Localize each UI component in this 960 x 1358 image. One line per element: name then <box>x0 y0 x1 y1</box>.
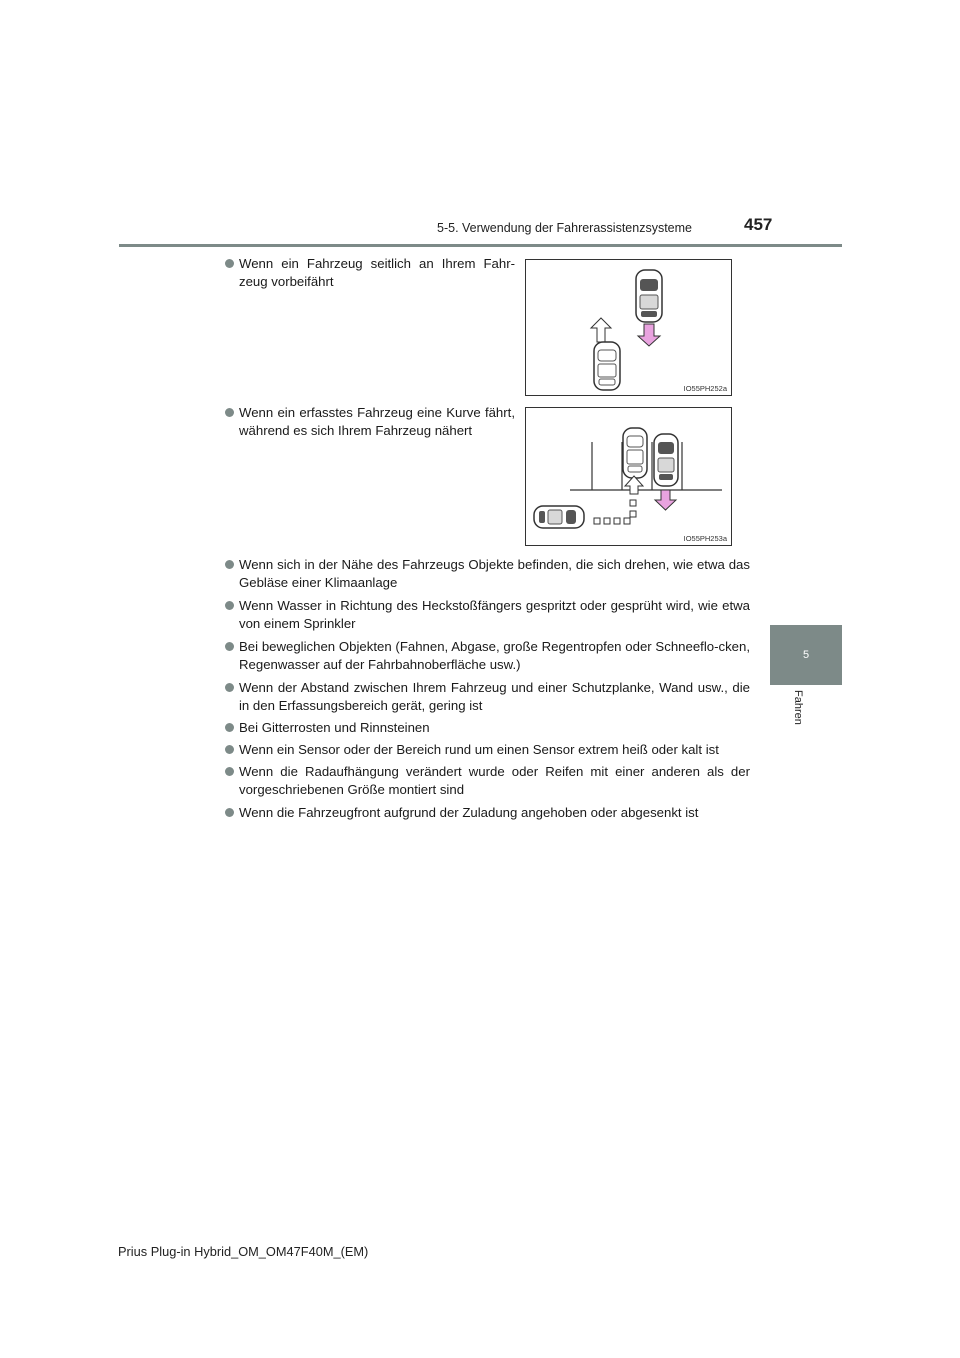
document-footer: Prius Plug-in Hybrid_OM_OM47F40M_(EM) <box>118 1244 369 1259</box>
turning-vehicle-illustration <box>526 408 731 545</box>
figure-code: IO55PH253a <box>683 534 727 543</box>
list-item-text: Bei Gitterrosten und Rinnsteinen <box>239 720 430 735</box>
bullet-dot-icon <box>225 408 234 417</box>
bullet-dot-icon <box>225 642 234 651</box>
bullet-dot-icon <box>225 601 234 610</box>
car-icon <box>594 342 620 390</box>
bullet-dot-icon <box>225 808 234 817</box>
header-section-title: 5-5. Verwendung der Fahrerassistenzsysteme <box>437 221 692 235</box>
bullet-dot-icon <box>225 259 234 268</box>
bullet-dot-icon <box>225 683 234 692</box>
list-item <box>225 556 750 592</box>
arrow-up-icon <box>591 318 611 342</box>
chapter-tab <box>770 625 842 685</box>
list-item <box>225 597 750 633</box>
list-item-text: Wenn sich in der Nähe des Fahrzeugs Objekte befinden, die sich drehen, wie etwa das Gebläse einer Klimaanlage <box>239 557 750 590</box>
chapter-label: Fahren <box>792 690 804 725</box>
list-item <box>225 638 750 674</box>
chapter-number: 5 <box>802 649 810 661</box>
car-icon <box>654 434 678 486</box>
list-item <box>225 741 750 759</box>
list-item-text: Wenn Wasser in Richtung des Heckstoßfängers gespritzt oder gesprüht wird, wie etwa von einem Sprinkler <box>239 598 750 631</box>
car-icon <box>623 428 647 478</box>
list-item-text: Wenn ein Sensor oder der Bereich rund um einen Sensor extrem heiß oder kalt ist <box>239 742 719 757</box>
list-item-text: Wenn ein erfasstes Fahrzeug eine Kurve fährt, während es sich Ihrem Fahrzeug nähert <box>239 405 515 438</box>
figure-turning-vehicle <box>525 407 732 546</box>
list-item-text: Wenn der Abstand zwischen Ihrem Fahrzeug und einer Schutzplanke, Wand usw., die in den Erfassungsbereich gerät, gering ist <box>239 680 750 713</box>
list-item-text: Wenn ein Fahrzeug seitlich an Ihrem Fahr-zeug vorbeifährt <box>239 256 515 289</box>
arrow-down-icon <box>638 324 660 346</box>
car-icon <box>534 506 584 528</box>
list-item <box>225 719 750 737</box>
bullet-dot-icon <box>225 745 234 754</box>
list-item-text: Bei beweglichen Objekten (Fahnen, Abgase, große Regentropfen oder Schneeflo-cken, Regenwasser auf der Fahrbahnoberfläche usw.) <box>239 639 750 672</box>
page-number: 457 <box>744 215 773 234</box>
list-item-text: Wenn die Radaufhängung verändert wurde oder Reifen mit einer anderen als der vorgeschriebenen Größe montiert sind <box>239 764 750 797</box>
bullet-dot-icon <box>225 723 234 732</box>
arrow-up-icon <box>625 476 643 494</box>
list-item <box>225 804 750 822</box>
header-rule <box>119 244 842 247</box>
arrow-down-icon <box>655 490 676 510</box>
list-item <box>225 255 515 291</box>
list-item <box>225 763 750 799</box>
car-icon <box>636 270 662 322</box>
list-item <box>225 679 750 715</box>
path-markers <box>594 500 636 524</box>
list-item <box>225 404 515 440</box>
passing-vehicle-illustration <box>526 260 731 395</box>
list-item-text: Wenn die Fahrzeugfront aufgrund der Zuladung angehoben oder abgesenkt ist <box>239 805 699 820</box>
figure-passing-vehicle <box>525 259 732 396</box>
bullet-dot-icon <box>225 767 234 776</box>
figure-code: IO55PH252a <box>683 384 727 393</box>
bullet-dot-icon <box>225 560 234 569</box>
